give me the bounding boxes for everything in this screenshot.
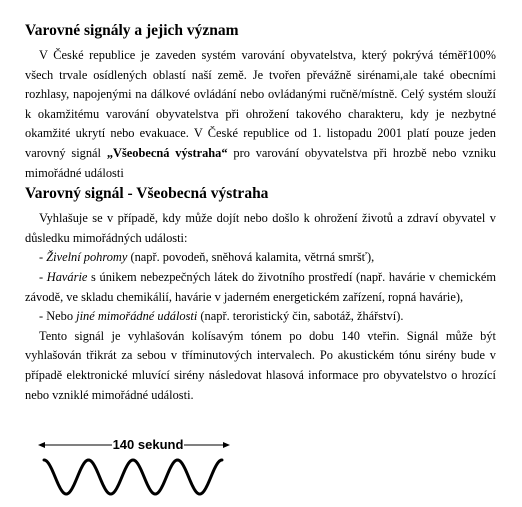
paragraph-line: Vyhlašuje se v případě, kdy může dojít nebo došlo k ohrožení životů a zdraví obyvatel v <box>39 211 496 226</box>
document-page <box>25 22 496 405</box>
paragraph-line: případě elektronické mluvící sirény následovat hlasová informace pro obyvatelstvo o hrozící <box>25 367 496 382</box>
paragraph-line: V České republice je zaveden systém varování obyvatelstva, který pokrývá téměř100% <box>39 48 496 62</box>
paragraph-line: mimořádné události <box>25 165 124 180</box>
signal-description <box>25 209 496 405</box>
section-heading-warning-signals: Varovné signály a jejich význam <box>25 22 239 39</box>
list-item-accidents <box>25 268 496 288</box>
signal-name: „Všeobecná výstraha“ <box>106 145 228 160</box>
list-item-text: (např. teroristický čin, sabotáž, žhářství). <box>197 309 404 324</box>
list-item-term: jiné mimořádné události <box>76 309 198 324</box>
paragraph-line: rozhlasy, napojenými na dálkové ovládání nebo ovládanými ručně/místně. Celý systém slouží <box>25 87 496 102</box>
paragraph-text: varovný signál <box>25 145 107 160</box>
list-item-term: Živelní pohromy <box>46 250 128 265</box>
list-item-prefix: - <box>39 250 47 265</box>
paragraph-line: nebo vzniklé mimořádné události. <box>25 387 194 402</box>
paragraph-line: k okamžitému varování obyvatelstva při ohrožení takového charakteru, kdy je nezbytné <box>25 106 496 121</box>
arrow-right-head-icon <box>223 442 230 448</box>
sine-waveform <box>44 460 222 494</box>
list-item-text: (např. povodeň, sněhová kalamita, větrná smršť), <box>127 250 375 265</box>
intro-paragraph <box>25 46 496 183</box>
arrow-left-head-icon <box>38 442 45 448</box>
paragraph-line: všech trvale osídlených oblastí naší země. Je tvořen převážně sirénami,ale také obecními <box>25 67 496 82</box>
siren-waveform-diagram <box>36 437 232 499</box>
paragraph-line <box>25 144 496 164</box>
paragraph-text: pro varování obyvatelstva při hrozbě nebo vzniku <box>227 145 496 160</box>
list-item-term: Havárie <box>46 269 88 284</box>
list-item-continuation: závodě, ve skladu chemikálií, havárie v jaderném energetickém zařízení, ropná havárie), <box>25 289 464 304</box>
siren-waveform-figure <box>36 437 232 499</box>
paragraph-line: Tento signál je vyhlašován kolísavým tónem po dobu 140 vteřin. Signál může být <box>39 328 496 343</box>
section-heading-general-warning: Varovný signál - Všeobecná výstraha <box>25 185 269 203</box>
list-item-text: s únikem nebezpečných látek do životního prostředí (např. havárie v chemickém <box>87 269 496 284</box>
list-item-other-events <box>25 307 496 327</box>
paragraph-line: vyhlašován třikrát za sebou v tříminutových intervalech. Po akustickém tónu sirény bude v <box>25 348 496 363</box>
list-item-prefix: - Nebo <box>39 309 77 324</box>
list-item-natural-disasters <box>25 248 496 268</box>
paragraph-line: důsledku mimořádných události: <box>25 230 188 245</box>
duration-label: 140 sekund <box>112 437 184 452</box>
list-item-prefix: - <box>39 269 47 284</box>
paragraph-line: okamžité ukrytí nebo evakuace. V České republice od 1. listopadu 2001 platí pouze jeden <box>25 126 496 141</box>
